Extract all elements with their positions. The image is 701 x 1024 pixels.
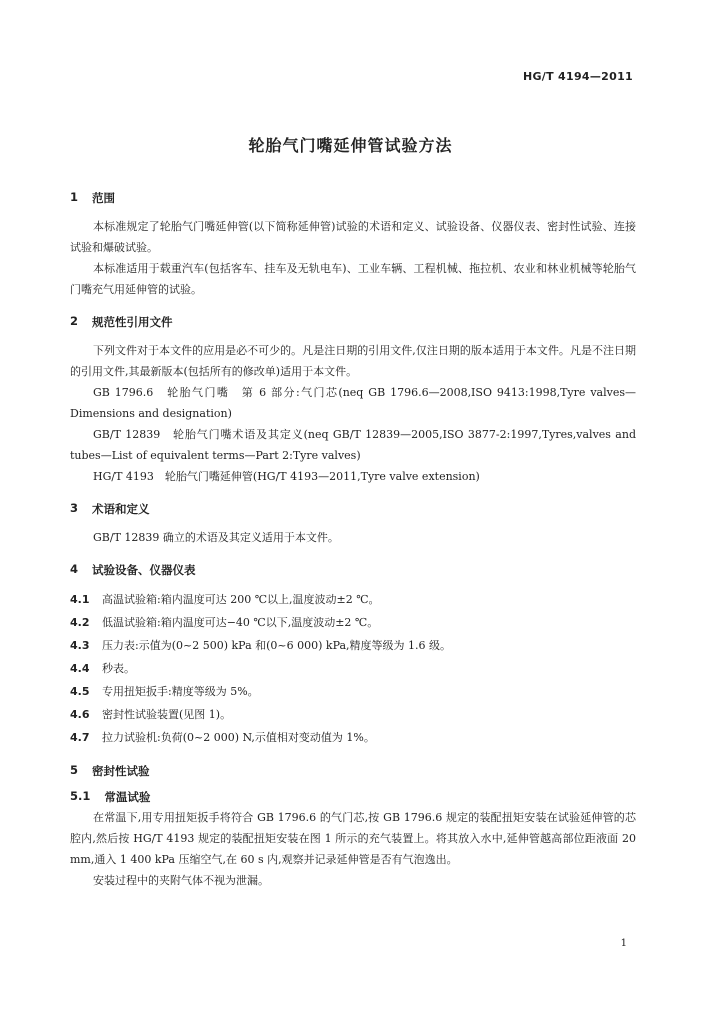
item-text: 专用扭矩扳手:精度等级为 5%。 bbox=[102, 685, 259, 698]
page-number: 1 bbox=[620, 938, 627, 949]
section-heading-references bbox=[70, 314, 636, 330]
document-body bbox=[70, 190, 636, 891]
item-number: 4.6 bbox=[70, 708, 90, 721]
list-item bbox=[70, 703, 636, 726]
item-number: 4.5 bbox=[70, 685, 90, 698]
paragraph: 本标准规定了轮胎气门嘴延伸管(以下简称延伸管)试验的术语和定义、试验设备、仪器仪表、密封性试验、连接试验和爆破试验。 bbox=[70, 220, 636, 254]
paragraph: 在常温下,用专用扭矩扳手将符合 GB 1796.6 的气门芯,按 GB 1796.6 规定的装配扭矩安装在试验延伸管的芯腔内,然后按 HG/T 4193 规定的装配扭矩安装在图 1 所示的充气装置上。将其放入水中,延伸管越高部位距液面 20 mm,通入 1 400 kPa 压缩空气,在 60 s 内,观察并记录延伸管是否有气泡逸出。 bbox=[70, 811, 636, 866]
reference-entry: HG/T 4193 轮胎气门嘴延伸管(HG/T 4193—2011,Tyre valve extension) bbox=[93, 470, 480, 483]
list-item bbox=[70, 611, 636, 634]
item-text: 高温试验箱:箱内温度可达 200 ℃以上,温度波动±2 ℃。 bbox=[102, 593, 380, 606]
list-item bbox=[70, 726, 636, 749]
list-item bbox=[70, 588, 636, 611]
reference-entry: GB/T 12839 轮胎气门嘴术语及其定义(neq GB/T 12839—2005,ISO 3877-2:1997,Tyres,valves and tubes—List of equivalent terms—Part 2:Tyre valves) bbox=[70, 428, 636, 462]
section-title: 试验设备、仪器仪表 bbox=[92, 563, 196, 577]
item-text: 拉力试验机:负荷(0~2 000) N,示值相对变动值为 1%。 bbox=[102, 731, 375, 744]
section-number: 5 bbox=[70, 763, 79, 777]
list-item bbox=[70, 680, 636, 703]
standard-code: HG/T 4194—2011 bbox=[522, 70, 633, 83]
section-heading-sealing-test bbox=[70, 763, 636, 779]
section-title: 密封性试验 bbox=[92, 764, 150, 778]
section-number: 2 bbox=[70, 314, 79, 328]
item-text: 密封性试验装置(见图 1)。 bbox=[102, 708, 232, 721]
list-item bbox=[70, 634, 636, 657]
item-number: 4.1 bbox=[70, 593, 90, 606]
subsection-heading bbox=[70, 789, 636, 805]
item-text: 压力表:示值为(0~2 500) kPa 和(0~6 000) kPa,精度等级为 1.6 级。 bbox=[102, 639, 452, 652]
paragraph: 本标准适用于载重汽车(包括客车、挂车及无轨电车)、工业车辆、工程机械、拖拉机、农业和林业机械等轮胎气门嘴充气用延伸管的试验。 bbox=[70, 262, 636, 296]
item-number: 4.2 bbox=[70, 616, 90, 629]
section-number: 1 bbox=[70, 190, 79, 204]
item-text: 秒表。 bbox=[102, 662, 135, 675]
section-title: 术语和定义 bbox=[92, 502, 150, 516]
section-title: 范围 bbox=[92, 191, 116, 205]
item-number: 4.3 bbox=[70, 639, 90, 652]
paragraph: 下列文件对于本文件的应用是必不可少的。凡是注日期的引用文件,仅注日期的版本适用于本文件。凡是不注日期的引用文件,其最新版本(包括所有的修改单)适用于本文件。 bbox=[70, 344, 636, 378]
paragraph: 安装过程中的夹附气体不视为泄漏。 bbox=[93, 874, 269, 887]
paragraph: GB/T 12839 确立的术语及其定义适用于本文件。 bbox=[93, 531, 339, 544]
section-number: 3 bbox=[70, 501, 79, 515]
section-number: 4 bbox=[70, 562, 79, 576]
document-title: 轮胎气门嘴延伸管试验方法 bbox=[248, 136, 453, 155]
subsection-number: 5.1 bbox=[70, 789, 91, 803]
subsection-title: 常温试验 bbox=[104, 790, 151, 804]
section-heading-equipment bbox=[70, 562, 636, 578]
reference-entry: GB 1796.6 轮胎气门嘴 第 6 部分:气门芯(neq GB 1796.6—2008,ISO 9413:1998,Tyre valves—Dimensions and designation) bbox=[70, 386, 636, 420]
section-heading-scope bbox=[70, 190, 636, 206]
list-item bbox=[70, 657, 636, 680]
item-text: 低温试验箱:箱内温度可达−40 ℃以下,温度波动±2 ℃。 bbox=[102, 616, 379, 629]
section-heading-terms bbox=[70, 501, 636, 517]
section-title: 规范性引用文件 bbox=[92, 315, 173, 329]
item-number: 4.7 bbox=[70, 731, 90, 744]
item-number: 4.4 bbox=[70, 662, 90, 675]
